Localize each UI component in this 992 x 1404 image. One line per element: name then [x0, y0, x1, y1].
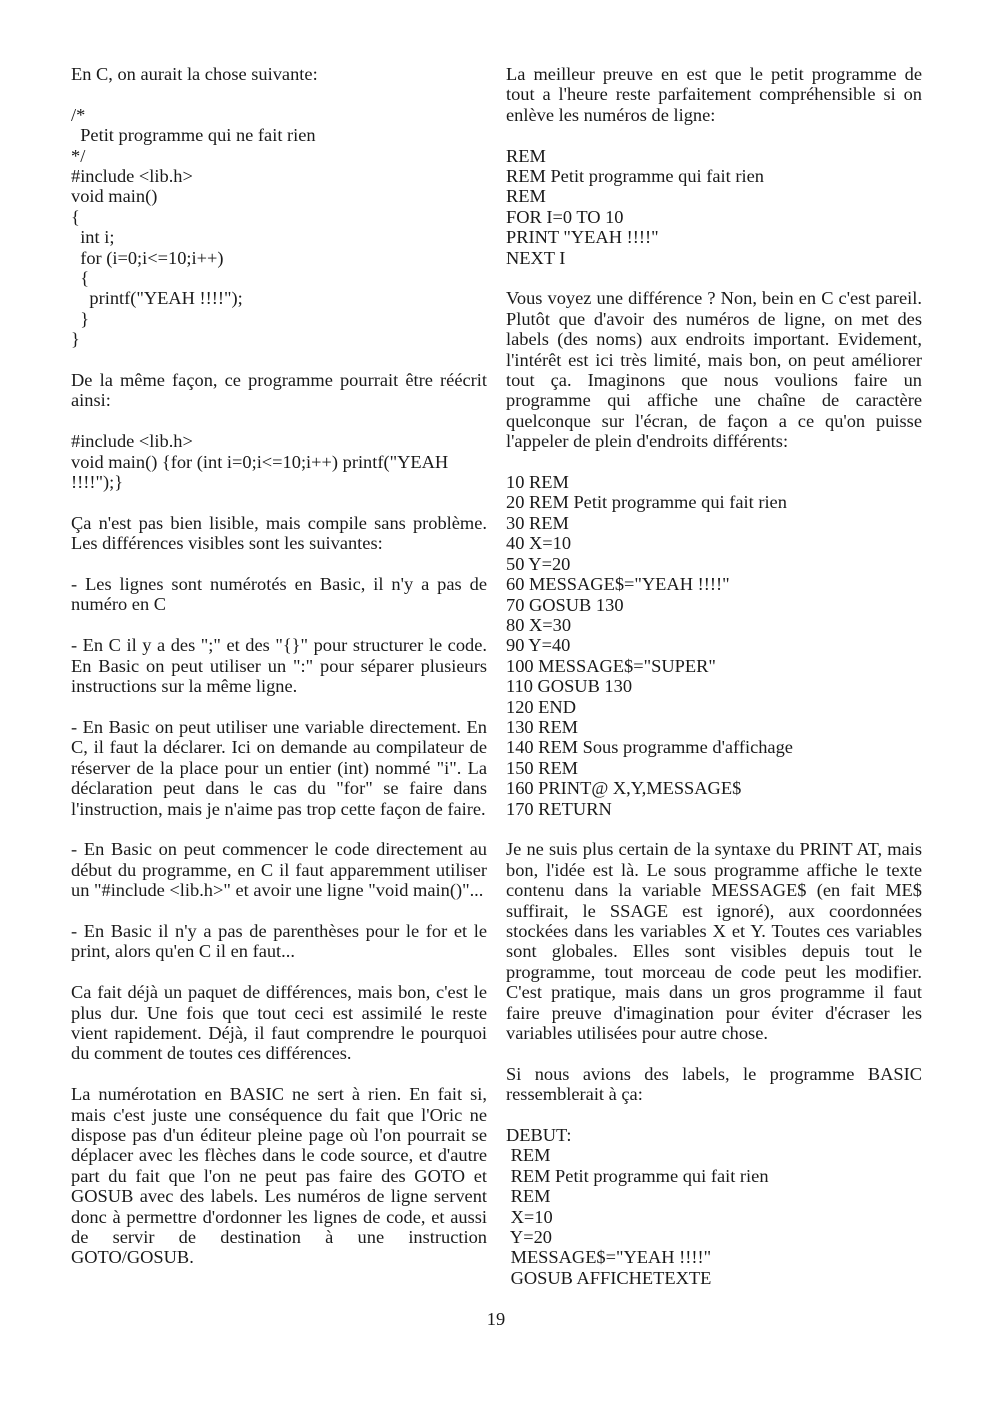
left-column	[71, 64, 487, 1288]
code-line: REM	[506, 186, 546, 207]
basic-code-listing-2	[506, 472, 922, 819]
c-code-listing-1	[71, 105, 487, 350]
code-line: 160 PRINT@ X,Y,MESSAGE$	[506, 778, 742, 799]
rewrite-intro-text: De la même façon, ce programme pourrait être réécrit ainsi:	[71, 370, 487, 411]
code-line: int i;	[71, 227, 115, 248]
code-line: }	[71, 308, 90, 329]
basic-code-listing-3	[506, 1125, 922, 1288]
code-line: 60 MESSAGE$="YEAH !!!!"	[506, 574, 730, 595]
code-line: 20 REM Petit programme qui fait rien	[506, 492, 787, 513]
difference-item-parentheses: - En Basic il n'y a pas de parenthèses pour le for et le print, alors qu'en C il en faut...	[71, 920, 487, 962]
code-line: !!!!");}	[71, 472, 124, 493]
code-line: #include <lib.h>	[71, 431, 193, 452]
code-line: 140 REM Sous programme d'affichage	[506, 737, 793, 758]
code-line: 90 Y=40	[506, 635, 571, 656]
code-line: 110 GOSUB 130	[506, 676, 633, 697]
proof-text: La meilleur preuve en est que le petit programme de tout a l'heure reste parfaitement compréhensible si on enlève les numéros de ligne:	[506, 64, 922, 125]
code-line: GOSUB AFFICHETEXTE	[506, 1267, 712, 1288]
code-line: /*	[71, 104, 86, 125]
code-line: {	[71, 268, 90, 289]
code-line: 50 Y=20	[506, 553, 571, 574]
difference-item-line-numbers: - Les lignes sont numérotés en Basic, il n'y a pas de numéro en C	[71, 574, 487, 615]
code-line: FOR I=0 TO 10	[506, 206, 624, 227]
code-line: REM	[506, 145, 546, 166]
code-line: printf("YEAH !!!!");	[71, 288, 243, 309]
basic-code-listing-1	[506, 146, 922, 268]
compile-note-text: Ça n'est pas bien lisible, mais compile sans problème. Les différences visibles sont les suivantes:	[71, 512, 487, 554]
code-line: void main() {for (int i=0;i<=10;i++) printf("YEAH	[71, 451, 449, 472]
summary-text: Ca fait déjà un paquet de différences, mais bon, c'est le plus dur. Une fois que tout ceci est assimilé le reste vient rapidement. Déjà, il faut comprendre le pourquoi du comment de toutes ces différences.	[71, 982, 487, 1064]
code-line: REM	[506, 1186, 551, 1207]
code-line: REM	[506, 1145, 551, 1166]
code-line: PRINT "YEAH !!!!"	[506, 227, 659, 248]
code-line: 100 MESSAGE$="SUPER"	[506, 655, 716, 676]
code-line: 130 REM	[506, 716, 579, 737]
code-line: }	[71, 329, 80, 350]
labels-intro-text: Si nous avions des labels, le programme BASIC ressemblerait à ça:	[506, 1063, 922, 1105]
numbering-text: La numérotation en BASIC ne sert à rien. En fait si, mais c'est juste une conséquence du fait que l'Oric ne dispose pas d'un éditeur pleine page où l'on pourrait se déplacer avec les flèches dans le code source, et d'autre part du fait que l'on ne peut pas faire des GOTO et GOSUB avec des labels. Les numéros de ligne servent donc à permettre d'ordonner les lignes de code, et aussi de servir de destination à une instruction GOTO/GOSUB.	[71, 1084, 487, 1268]
code-line: DEBUT:	[506, 1125, 572, 1146]
code-line: 70 GOSUB 130	[506, 594, 624, 615]
difference-item-separators: - En C il y a des ";" et des "{}" pour structurer le code. En Basic on peut utiliser un ":" pour séparer plusieurs instructions sur la même ligne.	[71, 635, 487, 697]
page-number: 19	[486, 1309, 506, 1329]
c-code-listing-2	[71, 431, 487, 492]
code-line: NEXT I	[506, 247, 566, 268]
code-line: Y=20	[506, 1227, 552, 1248]
code-line: */	[71, 145, 86, 166]
code-line: MESSAGE$="YEAH !!!!"	[506, 1247, 712, 1268]
code-line: X=10	[506, 1206, 553, 1227]
code-line: 150 REM	[506, 757, 579, 778]
code-line: {	[71, 206, 80, 227]
difference-item-variables: - En Basic on peut utiliser une variable directement. En C, il faut la déclarer. Ici on demande au compilateur de réserver de la place pour un entier (int) nommé "i". La déclaration peut dans le cas du "for" se faire dans l'instruction, mais je n'aime pas trop cette façon de faire.	[71, 716, 487, 819]
code-line: 170 RETURN	[506, 798, 612, 819]
code-line: 30 REM	[506, 512, 569, 533]
code-line: REM Petit programme qui fait rien	[506, 1165, 769, 1186]
code-line: REM Petit programme qui fait rien	[506, 166, 764, 187]
difference-item-main: - En Basic on peut commencer le code directement au début du programme, en C il faut apparemment utiliser un "#include <lib.h>" et avoir une ligne "void main()"...	[71, 839, 487, 901]
code-line: void main()	[71, 186, 158, 207]
code-line: #include <lib.h>	[71, 166, 193, 187]
code-line: 80 X=30	[506, 614, 572, 635]
code-line: 10 REM	[506, 472, 569, 493]
labels-paragraph: Vous voyez une différence ? Non, bein en C c'est pareil. Plutôt que d'avoir des numéros de ligne, on met des labels (des noms) aux endroits important. Evidement, l'intérêt est ici très limité, mais bon, on peut améliorer tout ça. Imaginons que nous voulions faire un programme qui affiche une chaîne de caractère quelconque sur l'écran, de façon a ce qu'on puisse l'appeler de plein d'endroits différents:	[506, 288, 922, 452]
code-line: for (i=0;i<=10;i++)	[71, 247, 224, 268]
code-line: 40 X=10	[506, 533, 572, 554]
code-line: Petit programme qui ne fait rien	[71, 125, 316, 146]
syntax-paragraph: Je ne suis plus certain de la syntaxe du PRINT AT, mais bon, l'idée est là. Le sous programme affiche le texte contenu dans la variable MESSAGE$ (en fait ME$ suffirait, le SSAGE est ignoré), aux coordonnées stockées dans les variables X et Y. Toutes ces variables sont globales. Elles sont visibles depuis tout le programme, tout morceau de code peut les modifier. C'est pratique, mais dans un gros programme il faut faire preuve d'imagination pour éviter d'écraser les variables utilisées pour autre chose.	[506, 839, 922, 1044]
intro-text: En C, on aurait la chose suivante:	[71, 64, 318, 84]
code-line: 120 END	[506, 696, 576, 717]
right-column	[506, 64, 922, 1309]
